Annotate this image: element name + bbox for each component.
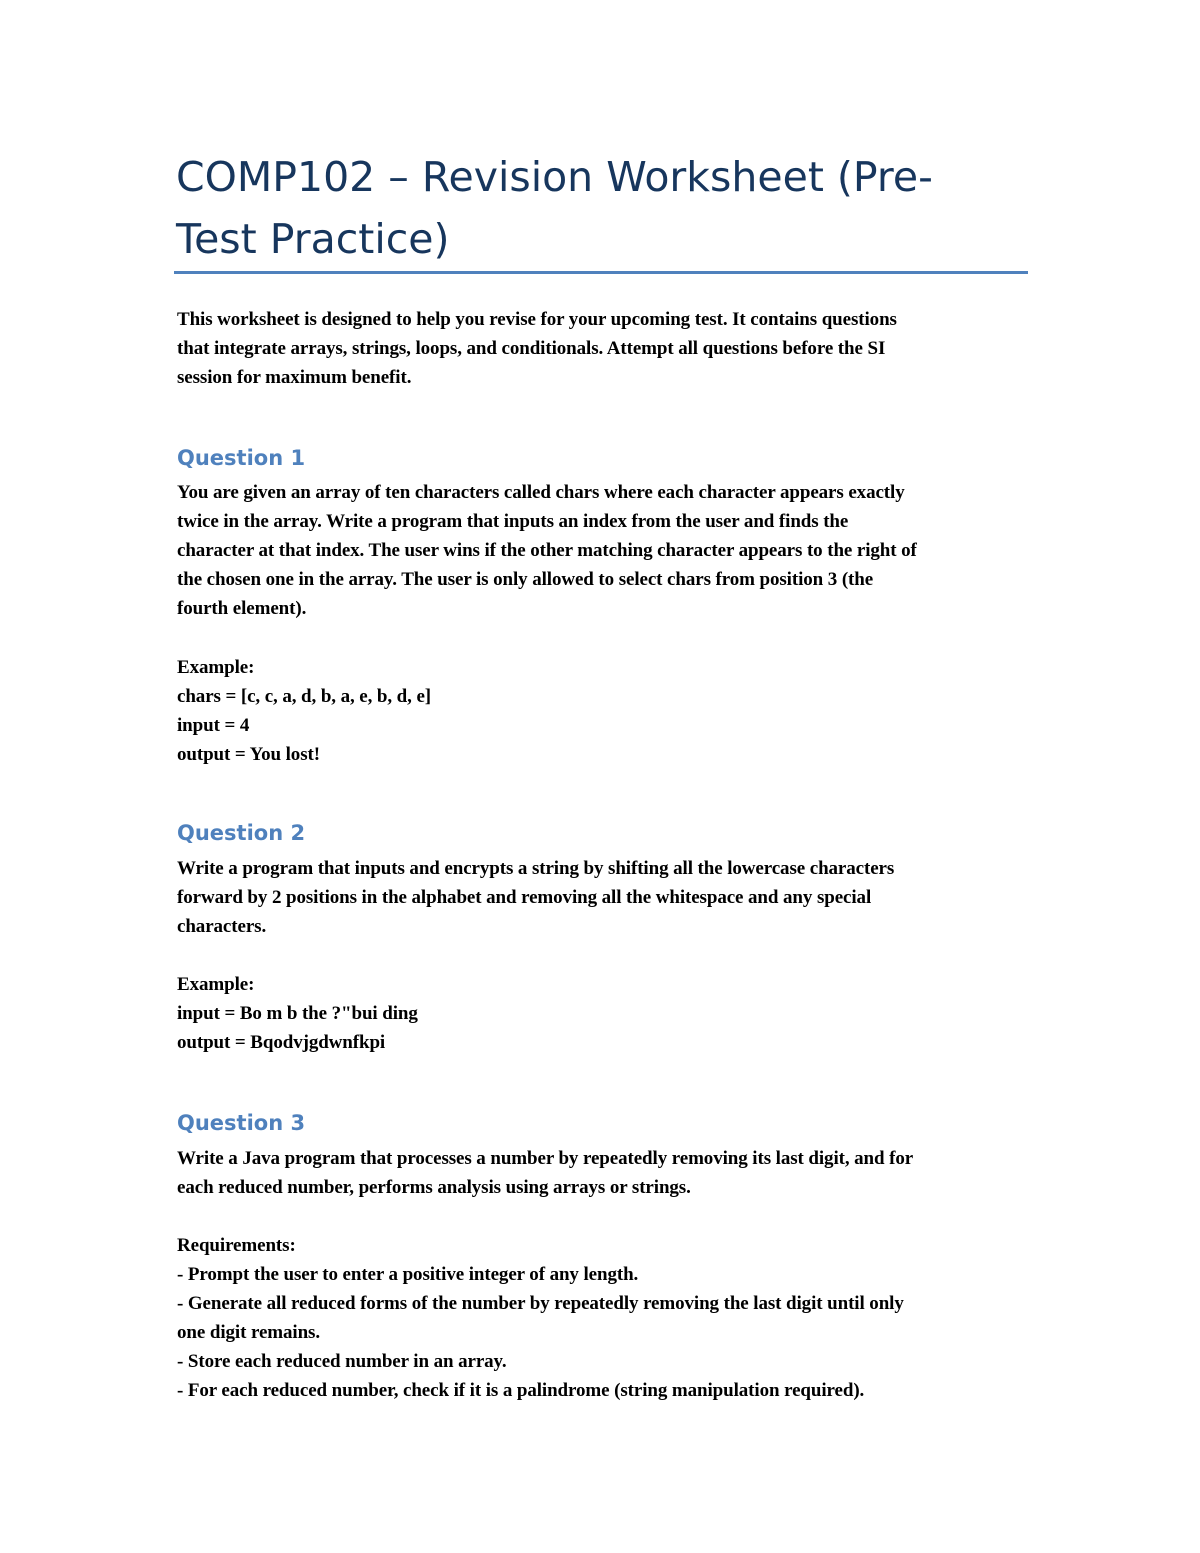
page-title [176,146,1036,270]
example-line: output = Bqodvjgdwnfkpi [177,1032,386,1053]
body-line: the chosen one in the array. The user is only allowed to select chars from position 3 (the [177,569,874,590]
question-1-body [177,478,1037,623]
requirement-line: - Generate all reduced forms of the number by repeatedly removing the last digit until only [177,1293,904,1314]
body-line: forward by 2 positions in the alphabet and removing all the whitespace and any special [177,887,872,908]
requirement-line: - For each reduced number, check if it is a palindrome (string manipulation required). [177,1380,865,1401]
question-3-body [177,1144,1037,1202]
intro-line: This worksheet is designed to help you revise for your upcoming test. It contains questions [177,309,897,330]
example-line: input = Bo m b the ?"bui ding [177,1003,418,1024]
requirement-line: - Prompt the user to enter a positive integer of any length. [177,1264,639,1285]
intro-line: session for maximum benefit. [177,367,412,388]
question-2-heading: Question 2 [177,821,306,845]
body-line: fourth element). [177,598,307,619]
title-line: Test Practice) [176,215,450,263]
example-line: Example: [177,974,255,995]
body-line: each reduced number, performs analysis using arrays or strings. [177,1177,691,1198]
body-line: Write a program that inputs and encrypts a string by shifting all the lowercase characters [177,858,895,879]
question-1-example [177,653,1037,769]
body-line: twice in the array. Write a program that inputs an index from the user and finds the [177,511,849,532]
requirement-line: one digit remains. [177,1322,320,1343]
intro-line: that integrate arrays, strings, loops, and conditionals. Attempt all questions before the SI [177,338,886,359]
example-line: output = You lost! [177,744,320,765]
example-line: Example: [177,657,255,678]
question-2-example [177,970,1037,1057]
example-line: chars = [c, c, a, d, b, a, e, b, d, e] [177,686,432,707]
question-2-body [177,854,1037,941]
title-underline [174,271,1028,274]
body-line: Write a Java program that processes a number by repeatedly removing its last digit, and for [177,1148,914,1169]
example-line: input = 4 [177,715,250,736]
requirement-line: - Store each reduced number in an array. [177,1351,507,1372]
body-line: You are given an array of ten characters called chars where each character appears exactly [177,482,905,503]
intro-paragraph [177,305,1037,392]
document-title-full [0,0,1,1]
body-line: characters. [177,916,267,937]
requirement-line: Requirements: [177,1235,296,1256]
question-3-heading: Question 3 [177,1111,306,1135]
question-3-requirements [177,1231,1037,1405]
question-1-heading: Question 1 [177,446,306,470]
title-line: COMP102 – Revision Worksheet (Pre- [176,153,933,201]
body-line: character at that index. The user wins if the other matching character appears to the right of [177,540,917,561]
